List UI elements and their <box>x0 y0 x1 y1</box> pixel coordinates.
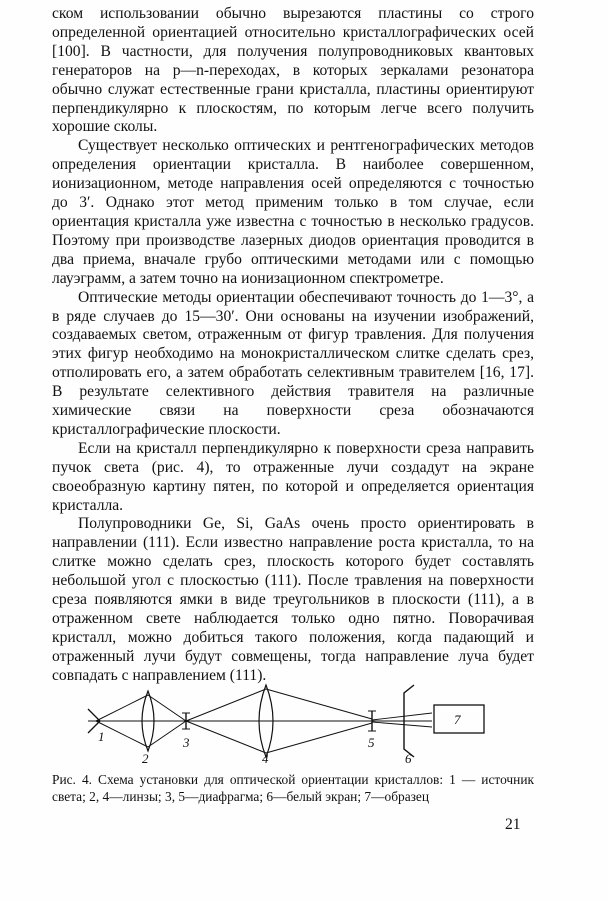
figure-caption: Рис. 4. Схема установки для оптической ориентации кристаллов: 1 — источник света; 2, 4—линзы; 3, 5—диафрагма; 6—белый экран; 7—образец <box>52 772 534 804</box>
paragraph-4: Если на кристалл перпендикулярно к поверхности среза направить пучок света (рис. 4), то отраженные лучи создадут на экране своеобразную картину пятен, по которой и определяется ориентация кристалла. <box>52 439 534 514</box>
paragraph-3: Оптические методы ориентации обеспечивают точность до 1—3°, а в ряде случаев до 15—30′. Они основаны на изучении изображений, создаваемых светом, отраженным от фигур травления. Для получения этих фигур необходимо на монокристаллическом слитке сделать срез, отполировать его, а затем обработать селективным травителем [16, 17]. В результате селективного действия травителя на различные химические связи на поверхности среза обозначаются кристаллографические плоскости. <box>52 288 534 438</box>
body-text <box>52 5 534 686</box>
label-6: 6 <box>405 751 412 765</box>
page-number: 21 <box>505 816 521 833</box>
paragraph-1: ском использовании обычно вырезаются пластины со строго определенной ориентацией относительно кристаллографических осей [100]. В частности, для получения полупроводниковых квантовых генераторов на p—n-переходах, в которых зеркалами резонатора обычно служат естественные грани кристалла, пластины ориентируют перпендикулярно к плоскостям, по которым легче всего получить хорошие сколы. <box>52 5 534 136</box>
optical-setup-diagram <box>82 683 522 765</box>
paragraph-2: Существует несколько оптических и рентгенографических методов определения ориентации кристалла. В наиболее совершенном, ионизационном, методе направления осей определяются с точностью до 3′. Однако этот метод применим только в том случае, если ориентация кристалла уже известна с точностью в несколько градусов. Поэтому при производстве лазерных диодов ориентация проводится в два приема, вначале грубо оптическими методами или с помощью лауэграмм, а затем точно на ионизационном спектрометре. <box>52 137 534 287</box>
label-4: 4 <box>262 751 269 765</box>
label-7: 7 <box>454 712 461 727</box>
paragraph-5: Полупроводники Ge, Si, GaAs очень просто ориентировать в направлении (111). Если известно направление роста кристалла, то на слитке можно сделать срез, плоскость которого будет составлять небольшой угол с плоскостью (111). После травления на поверхности среза появляются ямки в виде треугольников в плоскости (111), а в отраженном свете наблюдается только одно пятно. Поворачивая кристалл, можно добиться такого положения, когда падающий и отраженный лучи будут совмещены, тогда направление луча будет совпадать с направлением (111). <box>52 515 534 684</box>
label-5: 5 <box>368 735 375 750</box>
label-3: 3 <box>183 735 190 750</box>
label-1: 1 <box>98 729 105 744</box>
label-2: 2 <box>142 751 149 765</box>
